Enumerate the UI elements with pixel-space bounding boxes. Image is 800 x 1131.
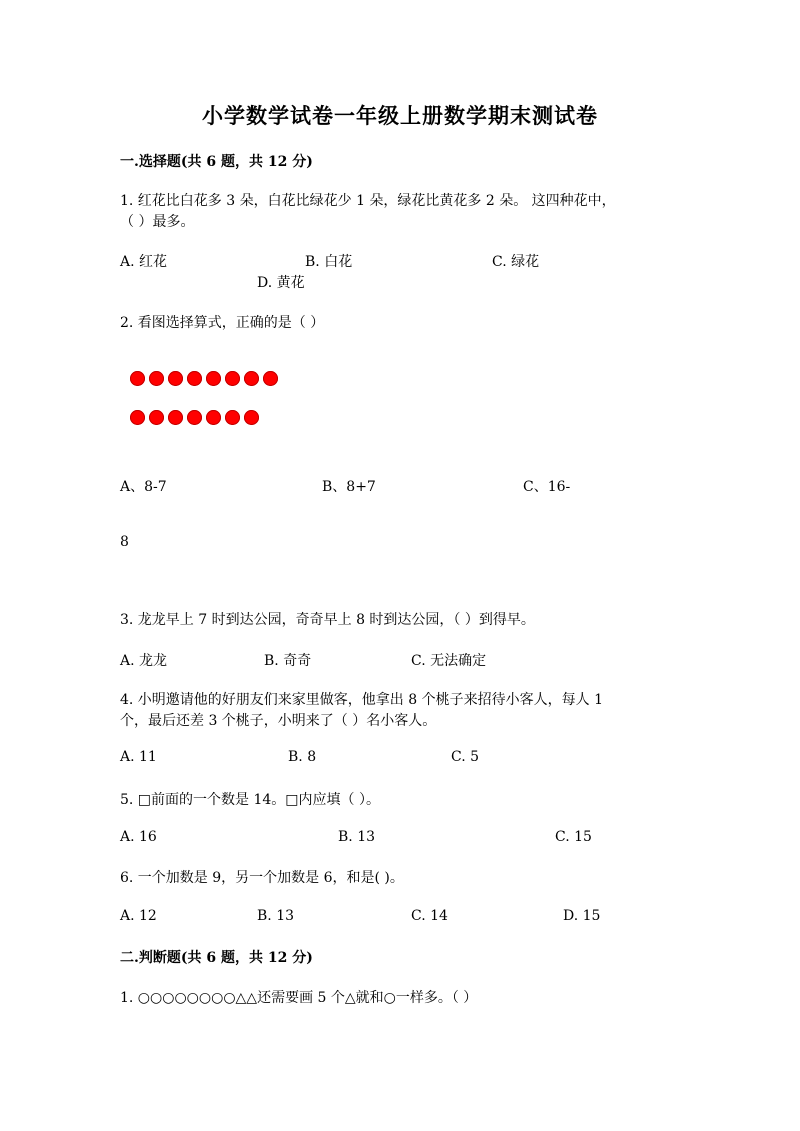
- question-5-option-a: A. 16: [120, 829, 157, 845]
- question-6-option-a: A. 12: [120, 908, 157, 924]
- question-3-option-b: B. 奇奇: [264, 653, 312, 669]
- question-4-text-line2: 个，最后还差 3 个桃子，小明来了（ ）名小客人。: [120, 713, 437, 729]
- dots-row-1: [130, 371, 300, 387]
- question-5-option-c: C. 15: [555, 829, 592, 845]
- question-1-option-a: A. 红花: [120, 254, 168, 270]
- question-6-text: 6. 一个加数是 9，另一个加数是 6，和是( )。: [120, 870, 404, 886]
- question-2-option-a: A、8-7: [120, 479, 167, 495]
- question-5-option-b: B. 13: [338, 829, 376, 845]
- section-heading-choice: 一.选择题(共 6 题，共 12 分): [120, 154, 313, 170]
- question-4-option-c: C. 5: [451, 749, 480, 765]
- red-dot: [149, 371, 164, 386]
- question-1-text-line1: 1. 红花比白花多 3 朵，白花比绿花少 1 朵，绿花比黄花多 2 朵。 这四种花中，: [120, 193, 616, 209]
- red-dot: [244, 371, 259, 386]
- red-dot: [225, 371, 240, 386]
- question-1-text-line2: （ ）最多。: [120, 214, 195, 230]
- red-dot: [187, 410, 202, 425]
- dots-row-2: [130, 410, 300, 426]
- question-6-option-c: C. 14: [411, 908, 448, 924]
- question-3-option-c: C. 无法确定: [411, 653, 487, 669]
- judgement-1-text: 1. ○○○○○○○○△△还需要画 5 个△就和○一样多。（ ）: [120, 990, 478, 1006]
- question-4-option-b: B. 8: [288, 749, 317, 765]
- red-dot: [206, 410, 221, 425]
- question-4-text-line1: 4. 小明邀请他的好朋友们来家里做客，他拿出 8 个桃子来招待小客人，每人 1: [120, 692, 603, 708]
- red-dot: [168, 410, 183, 425]
- question-1-option-b: B. 白花: [305, 254, 353, 270]
- question-4-option-a: A. 11: [120, 749, 157, 765]
- red-dot: [206, 371, 221, 386]
- question-2-option-c: C、16-: [523, 479, 571, 495]
- question-5-text: 5. □前面的一个数是 14。□内应填（ ）。: [120, 792, 380, 808]
- red-dot: [130, 371, 145, 386]
- red-dot: [130, 410, 145, 425]
- question-6-option-d: D. 15: [563, 908, 601, 924]
- question-3-text: 3. 龙龙早上 7 时到达公园，奇奇早上 8 时到达公园，（ ）到得早。: [120, 612, 535, 628]
- question-2-option-c-continued: 8: [120, 534, 129, 550]
- red-dot: [244, 410, 259, 425]
- question-6-option-b: B. 13: [257, 908, 295, 924]
- red-dot: [149, 410, 164, 425]
- red-dot: [187, 371, 202, 386]
- question-2-text: 2. 看图选择算式，正确的是（ ）: [120, 315, 325, 331]
- red-dot: [168, 371, 183, 386]
- page-title: 小学数学试卷一年级上册数学期末测试卷: [202, 103, 598, 128]
- red-dot: [263, 371, 278, 386]
- red-dot: [225, 410, 240, 425]
- section-heading-judgement: 二.判断题(共 6 题，共 12 分): [120, 950, 313, 966]
- question-3-option-a: A. 龙龙: [120, 653, 168, 669]
- question-1-option-c: C. 绿花: [492, 254, 540, 270]
- question-1-option-d: D. 黄花: [257, 275, 305, 291]
- question-2-option-b: B、8+7: [322, 479, 376, 495]
